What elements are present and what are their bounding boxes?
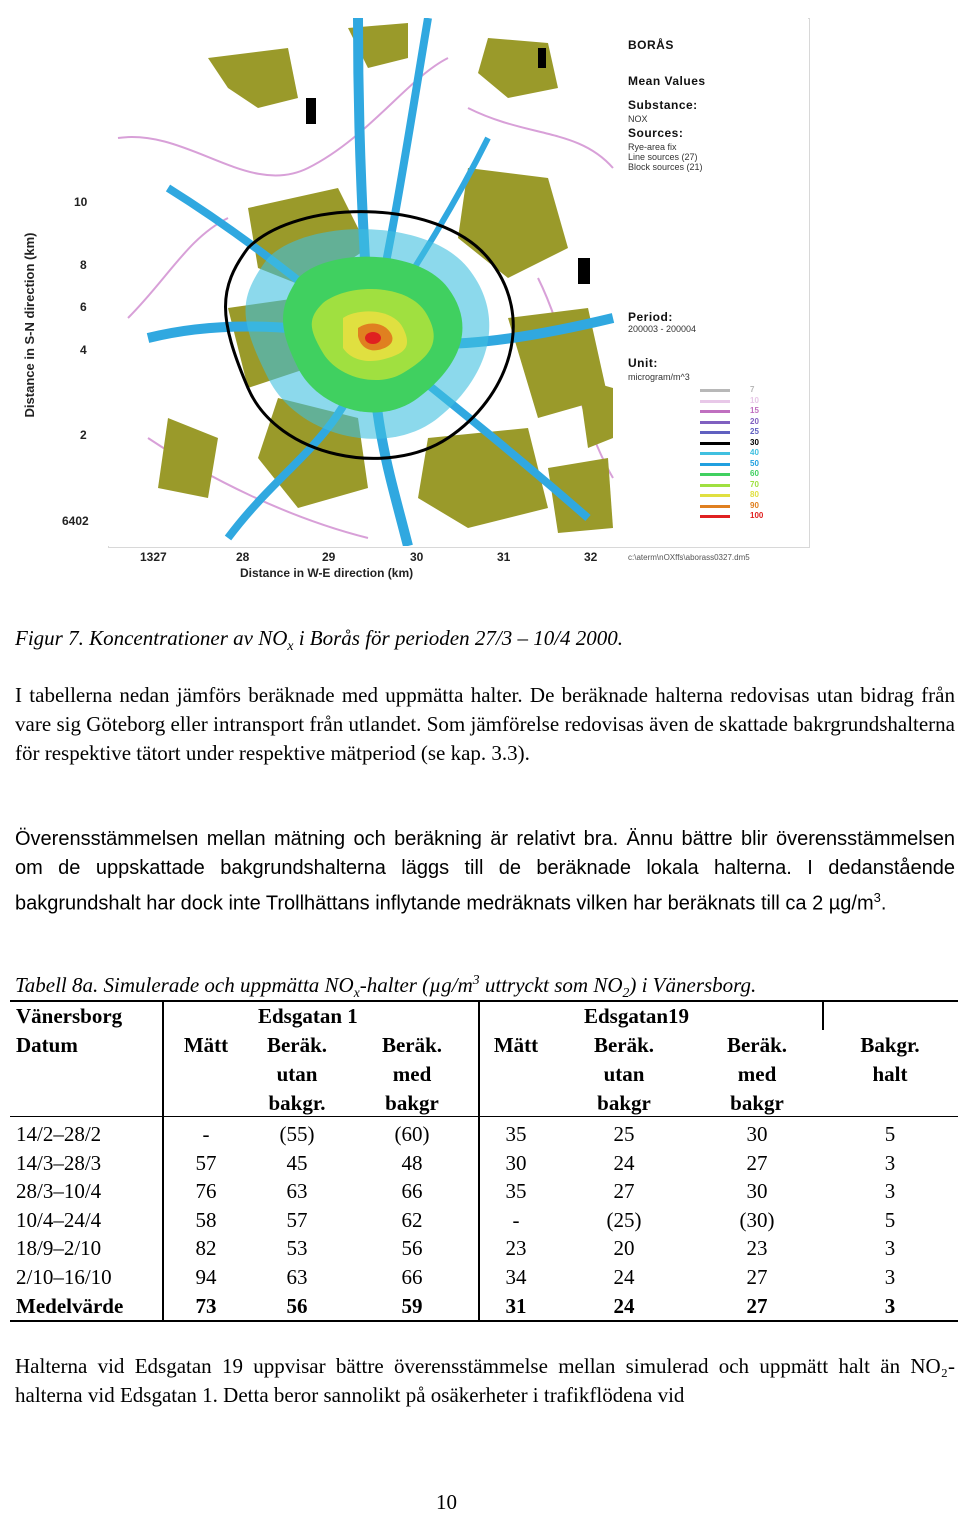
table-cell: (25): [606, 1207, 642, 1232]
table-cell: 20: [613, 1236, 635, 1261]
table-cell: 57: [286, 1207, 308, 1232]
legend-swatch: [700, 421, 730, 424]
header-matt: Mätt: [183, 1033, 229, 1057]
table-cell: 30: [746, 1122, 768, 1146]
legend-value: 80: [750, 490, 759, 499]
table-cell: 76: [195, 1179, 217, 1204]
header-utan: utan: [276, 1062, 318, 1086]
legend-swatch: [700, 473, 730, 476]
legend-value: 20: [750, 416, 759, 426]
legend-place: BORÅS: [628, 38, 674, 52]
legend-value: 25: [750, 427, 759, 436]
table-cell: 94: [195, 1265, 217, 1289]
table-cell: 57: [195, 1150, 217, 1175]
header-med: med: [392, 1062, 432, 1086]
legend-value: 10: [750, 395, 759, 405]
table-total-cell: 27: [746, 1293, 768, 1318]
table-cell: (55): [279, 1122, 315, 1146]
x-tick: 1327: [140, 550, 167, 564]
table-cell: 35: [505, 1122, 527, 1146]
header-place: Vänersborg: [16, 1004, 123, 1028]
header-edsgatan-19: Edsgatan19: [584, 1004, 690, 1028]
legend-sources-label: Sources:: [628, 126, 684, 140]
table-cell: 66: [401, 1179, 423, 1204]
paragraph-1: I tabellerna nedan jämförs beräknade med uppmätta halter. De beräknade halterna redovisas utan bidrag från vare sig Göteborg eller intransport från utlandet. Som jämförelse redovisas även de skattade bakrgrundshalterna för respektive tätort under respektive mätperiod (se kap. 3.3).: [15, 683, 955, 765]
table-cell: 63: [286, 1179, 308, 1204]
table-cell: 28/3–10/4: [16, 1179, 102, 1204]
table-cell: 2/10–16/10: [16, 1265, 112, 1289]
y-tick: 6: [80, 300, 87, 314]
table-cell: 27: [746, 1150, 768, 1175]
figure-map: [0, 0, 960, 590]
legend-swatch: [700, 484, 730, 487]
table-cell: 27: [746, 1265, 768, 1289]
table-cell: 3: [884, 1150, 896, 1175]
header-bakgr: bakgr: [597, 1091, 651, 1115]
header-berak: Beräk.: [381, 1033, 443, 1057]
header-berak: Beräk.: [593, 1033, 655, 1057]
legend-source-2: Line sources (27): [628, 152, 698, 162]
legend-swatch: [700, 463, 730, 466]
table-cell: -: [512, 1207, 520, 1232]
table-total-cell: 24: [613, 1293, 635, 1318]
legend-value: 60: [750, 469, 759, 478]
table-vline: [822, 1000, 824, 1030]
table-total-cell: Medelvärde: [16, 1293, 124, 1318]
table-cell: 10/4–24/4: [16, 1207, 102, 1232]
table-rule-bottom: [10, 1320, 958, 1322]
table-rule-header: [10, 1116, 958, 1117]
header-bakgr: bakgr: [730, 1091, 784, 1115]
legend-source-1: Rye-area fix: [628, 142, 677, 152]
table-cell: 30: [505, 1150, 527, 1175]
table-total-cell: 3: [884, 1293, 896, 1318]
table-cell: 3: [884, 1179, 896, 1204]
legend-unit-label: Unit:: [628, 356, 658, 370]
paragraph-2: Överensstämmelsen mellan mätning och beräkning är relativt bra. Ännu bättre blir överensstämmelsen om de uppskattade bakgrundshalterna läggs till de beräknade lokala halterna. I dedanstående bakgrundshalt har dock inte Trollhättans inflytande medräknats vilken har beräknats till ca 2 $\mu g/m^3$.: [15, 828, 955, 915]
table-total-cell: 59: [401, 1293, 423, 1318]
table-vline: [162, 1000, 164, 1322]
table-rule-top: [10, 1000, 958, 1002]
table-cell: 35: [505, 1179, 527, 1204]
y-tick: 6402: [62, 514, 89, 528]
table-cell: 66: [401, 1265, 423, 1289]
table-total-cell: 56: [286, 1293, 308, 1318]
table-cell: 62: [401, 1207, 423, 1232]
results-table: [10, 1000, 958, 1322]
legend-swatch: [700, 505, 730, 508]
legend-value: 15: [750, 406, 759, 415]
table-total-cell: 73: [195, 1293, 217, 1318]
legend-swatch: [700, 452, 730, 455]
legend-substance: NOX: [628, 114, 648, 124]
table-cell: 45: [286, 1150, 308, 1175]
x-axis-label: Distance in W-E direction (km): [240, 566, 414, 580]
legend-swatch: [700, 431, 730, 434]
header-med: med: [737, 1062, 777, 1086]
legend-value: 90: [750, 500, 759, 510]
table-cell: 3: [884, 1265, 896, 1289]
table-cell: 56: [401, 1236, 423, 1261]
legend-period-label: Period:: [628, 310, 673, 324]
x-tick: 30: [410, 550, 424, 564]
y-tick: 2: [80, 428, 87, 442]
table-cell: (30): [739, 1207, 775, 1232]
legend-mean-values: Mean Values: [628, 74, 706, 88]
x-tick: 29: [322, 550, 336, 564]
header-berak: Beräk.: [726, 1033, 788, 1057]
legend-swatch: [700, 389, 730, 392]
table-cell: 24: [613, 1150, 635, 1175]
header-utan: utan: [603, 1062, 645, 1086]
header-berak: Beräk.: [266, 1033, 328, 1057]
table-cell: 25: [613, 1122, 635, 1146]
paragraph-3: Halterna vid Edsgatan 19 uppvisar bättre överensstämmelse mellan simulerad och uppmätt halt än NO₂-halterna vid Edsgatan 1. Detta beror sannolikt på osäkerheter i trafikflödena vid: [15, 1354, 955, 1407]
file-path: c:\aterm\nOXffs\aborass0327.dm5: [628, 553, 750, 562]
legend-value: 30: [750, 437, 759, 447]
table-cell: 23: [505, 1236, 527, 1261]
table-cell: 3: [884, 1236, 896, 1261]
header-bakgr: bakgr: [385, 1091, 439, 1115]
table-vline: [478, 1000, 480, 1322]
header-date: Datum: [16, 1033, 78, 1057]
header-halt: halt: [872, 1062, 908, 1086]
y-tick: 10: [74, 195, 88, 209]
table-cell: 34: [505, 1265, 527, 1289]
legend-source-3: Block sources (21): [628, 162, 703, 172]
y-tick: 8: [80, 258, 87, 272]
legend-scale: [700, 385, 790, 525]
legend-value: 70: [750, 479, 759, 489]
table-cell: 23: [746, 1236, 768, 1261]
legend-period: 200003 - 200004: [628, 324, 697, 334]
legend-swatch: [700, 400, 730, 403]
table-cell: -: [202, 1122, 210, 1146]
table-cell: 63: [286, 1265, 308, 1289]
y-axis-label: Distance in S-N direction (km): [22, 232, 37, 418]
legend-value: 7: [750, 385, 755, 394]
table-cell: 14/2–28/2: [16, 1122, 102, 1146]
legend-substance-label: Substance:: [628, 98, 698, 112]
legend-value: 40: [750, 448, 759, 457]
table-cell: 48: [401, 1150, 423, 1175]
table-cell: 58: [195, 1207, 217, 1232]
table-cell: 18/9–2/10: [16, 1236, 102, 1261]
x-tick: 32: [584, 550, 598, 564]
header-edsgatan-1: Edsgatan 1: [258, 1004, 358, 1028]
legend-swatch: [700, 442, 730, 445]
table-cell: 5: [884, 1207, 896, 1232]
legend-unit: microgram/m^3: [628, 372, 690, 382]
table-cell: 82: [195, 1236, 217, 1261]
table-cell: 24: [613, 1265, 635, 1289]
table-cell: 27: [613, 1179, 635, 1204]
header-bakgr-halt: Bakgr.: [860, 1033, 920, 1057]
legend-value: 100: [750, 511, 764, 520]
table-cell: (60): [394, 1122, 430, 1146]
page-number: 10: [436, 1490, 457, 1514]
table-total-cell: 31: [505, 1293, 527, 1318]
table-cell: 53: [286, 1236, 308, 1261]
x-tick: 28: [236, 550, 250, 564]
table-caption: Tabell 8a. Simulerade och uppmätta $NO_x$-halter ($\mu g/m^3$ uttryckt som $NO_2$) i Vänersborg.: [15, 972, 757, 1001]
legend-swatch: [700, 410, 730, 413]
legend-swatch: [700, 494, 730, 497]
table-cell: 5: [884, 1122, 896, 1146]
legend-swatch: [700, 515, 730, 518]
y-tick: 4: [80, 343, 87, 357]
x-tick: 31: [497, 550, 511, 564]
table-cell: 30: [746, 1179, 768, 1204]
figure-caption: Figur 7. Koncentrationer av $NO_x$ i Borås för perioden 27/3 – 10/4 2000.: [15, 626, 624, 654]
header-bakgr: bakgr.: [268, 1091, 326, 1115]
legend-value: 50: [750, 458, 759, 468]
header-matt: Mätt: [493, 1033, 539, 1057]
table-cell: 14/3–28/3: [16, 1150, 102, 1175]
